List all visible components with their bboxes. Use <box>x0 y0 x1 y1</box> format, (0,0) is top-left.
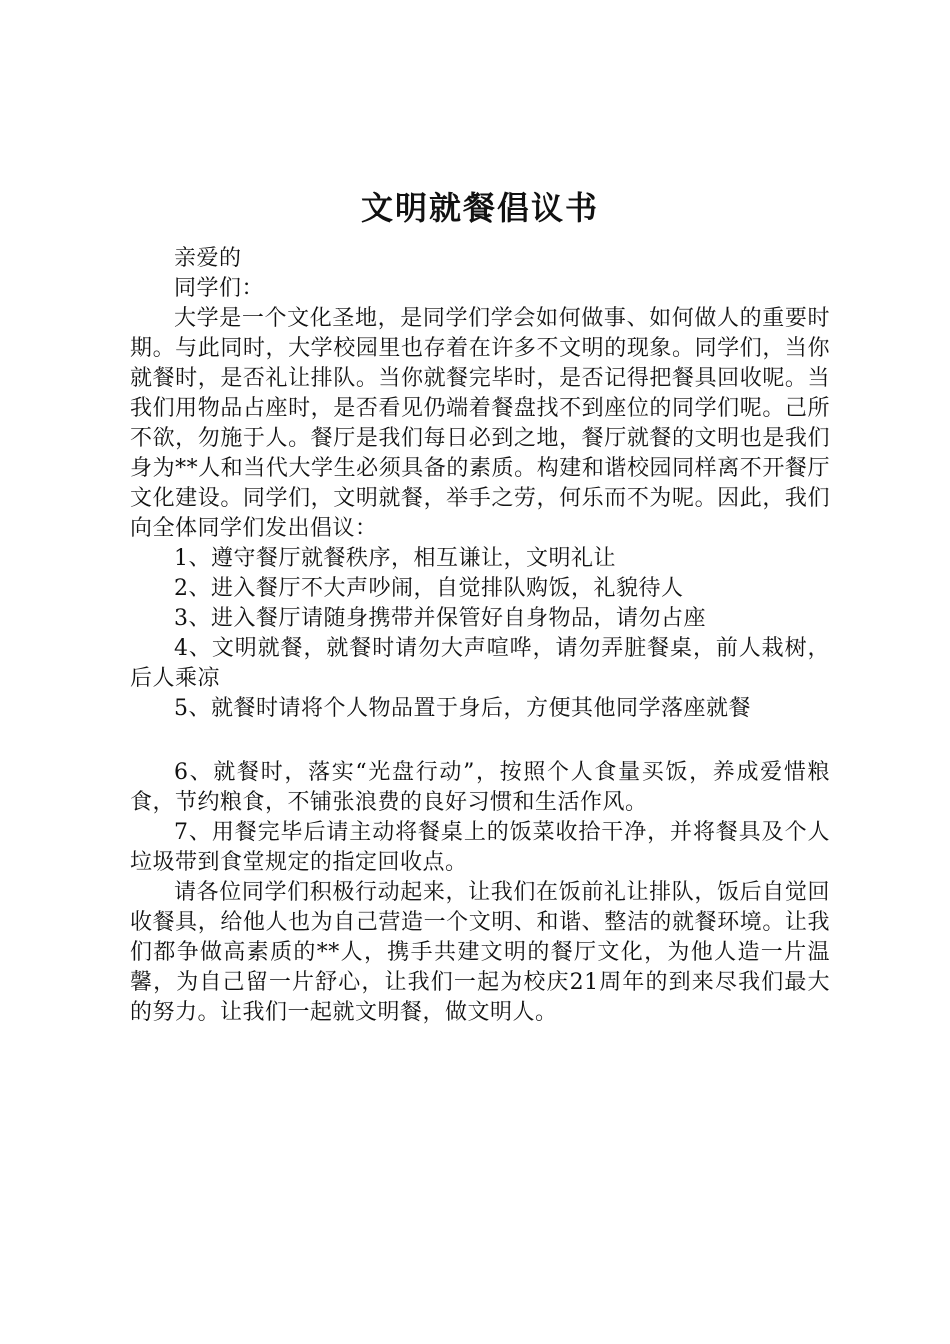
proposal-item-5: 5、就餐时请将个人物品置于身后，方便其他同学落座就餐 <box>174 696 751 721</box>
proposal-item-4: 4、文明就餐，就餐时请勿大声喧哗，请勿弄脏餐桌，前人栽树，后人乘凉 <box>130 636 830 691</box>
proposal-item-3: 3、进入餐厅请随身携带并保管好自身物品，请勿占座 <box>174 606 706 631</box>
document-page <box>130 180 830 1028</box>
document-title: 文明就餐倡议书 <box>360 189 599 227</box>
proposal-item-2: 2、进入餐厅不大声吵闹，自觉排队购饭，礼貌待人 <box>174 576 684 601</box>
intro-paragraph: 大学是一个文化圣地，是同学们学会如何做事、如何做人的重要时期。与此同时，大学校园里也存着在许多不文明的现象。同学们，当你就餐时，是否礼让排队。当你就餐完毕时，是否记得把餐具回收呢。当我们用物品占座时，是否看见仍端着餐盘找不到座位的同学们呢。己所不欲，勿施于人。餐厅是我们每日必到之地，餐厅就餐的文明也是我们身为**人和当代大学生必须具备的素质。构建和谐校园同样离不开餐厅文化建设。同学们，文明就餐，举手之劳，何乐而不为呢。因此，我们向全体同学们发出倡议： <box>130 306 830 541</box>
proposal-item-6: 6、就餐时，落实“光盘行动”，按照个人食量买饭，养成爱惜粮食，节约粮食，不铺张浪费的良好习惯和生活作风。 <box>130 760 830 815</box>
proposal-item-1: 1、遵守餐厅就餐秩序，相互谦让，文明礼让 <box>174 546 616 571</box>
salutation-line-2: 同学们： <box>174 276 265 301</box>
proposal-item-7: 7、用餐完毕后请主动将餐桌上的饭菜收拾干净，并将餐具及个人垃圾带到食堂规定的指定回收点。 <box>130 820 830 875</box>
closing-paragraph: 请各位同学们积极行动起来，让我们在饭前礼让排队，饭后自觉回收餐具，给他人也为自己营造一个文明、和谐、整洁的就餐环境。让我们都争做高素质的**人，携手共建文明的餐厅文化，为他人造一片温馨，为自己留一片舒心，让我们一起为校庆21周年的到来尽我们最大的努力。让我们一起就文明餐，做文明人。 <box>130 880 830 1025</box>
salutation-line-1: 亲爱的 <box>174 246 242 271</box>
